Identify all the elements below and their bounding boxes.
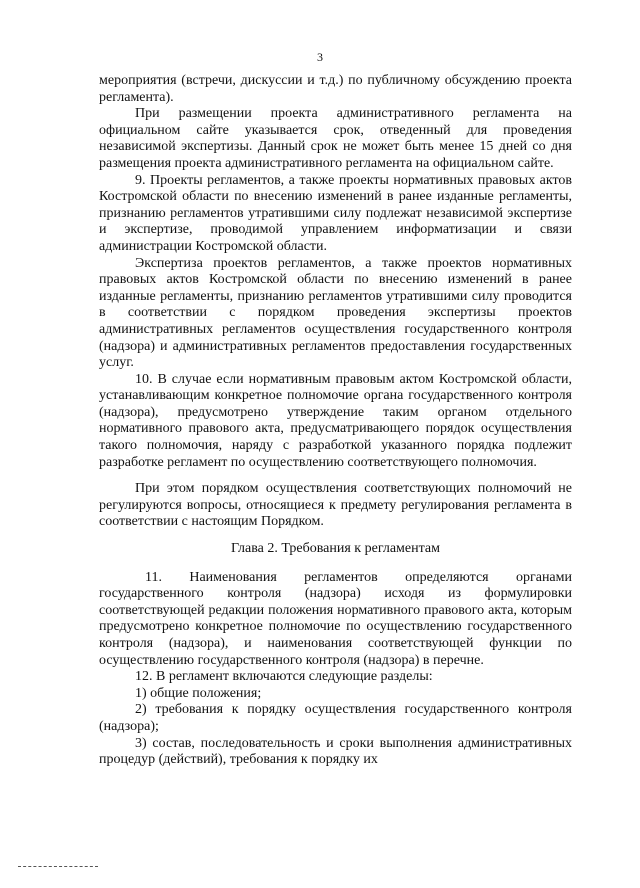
paragraph-item-11: 11. Наименования регламентов определяются органами государственного контроля (надзора) исходя из формулировки соответствующей редакции положения нормативного правового акта, которым предусмотрено конкретное полномочие по осуществлению государственного контроля (надзора), и наименования соответствующей функции по осуществлению государственного контроля (надзора) в перечне. [99, 569, 572, 668]
spacer [99, 471, 572, 481]
paragraph-item-10: 10. В случае если нормативным правовым актом Костромской области, устанавливающим конкретное полномочие органа государственного контроля (надзора), предусмотрено утверждение таким органом отдельного нормативного правового акта, предусматривающего порядок осуществления такого полномочия, наряду с разработкой указанного порядка подлежит разработке регламент по осуществлению соответствующего полномочия. [99, 371, 572, 470]
chapter-heading: Глава 2. Требования к регламентам [231, 541, 440, 557]
page-number: 3 [317, 50, 323, 64]
paragraph-item-12: 12. В регламент включаются следующие разделы: [135, 669, 433, 685]
paragraph-item-9: 9. Проекты регламентов, а также проекты нормативных правовых актов Костромской области по внесению изменений в ранее изданные регламенты, признанию регламентов утратившими силу подлежат независимой экспертизе и экспертизе, проводимой управлением информатизации и связи администрации Костромской области. [99, 172, 572, 254]
paragraph-regulation-order: При этом порядком осуществления соответствующих полномочий не регулируются вопросы, относящиеся к предмету регулирования регламента в соответствии с настоящим Порядком. [99, 481, 572, 530]
list-item-3: 3) состав, последовательность и сроки выполнения административных процедур (действий), требования к порядку их [99, 735, 572, 768]
document-body [99, 73, 572, 769]
footer-rule [18, 866, 98, 867]
list-item-2: 2) требования к порядку осуществления государственного контроля (надзора); [99, 702, 572, 734]
paragraph-expertise: Экспертиза проектов регламентов, а также проектов нормативных правовых актов Костромской области по внесению изменений в ранее изданные регламенты, признанию регламентов утратившими силу проводится в соответствии с порядком проведения экспертизы проектов административных регламентов осуществления государственного контроля (надзора) и административных регламентов предоставления государственных услуг. [99, 255, 572, 371]
list-item-1: 1) общие положения; [135, 685, 262, 701]
paragraph-site-placement: При размещении проекта административного регламента на официальном сайте указывается срок, отведенный для проведения независимой экспертизы. Данный срок не может быть менее 15 дней со дня размещения проекта административного регламента на официальном сайте. [99, 106, 572, 171]
paragraph-continuation: мероприятия (встречи, дискуссии и т.д.) по публичному обсуждению проекта регламента). [99, 73, 572, 105]
